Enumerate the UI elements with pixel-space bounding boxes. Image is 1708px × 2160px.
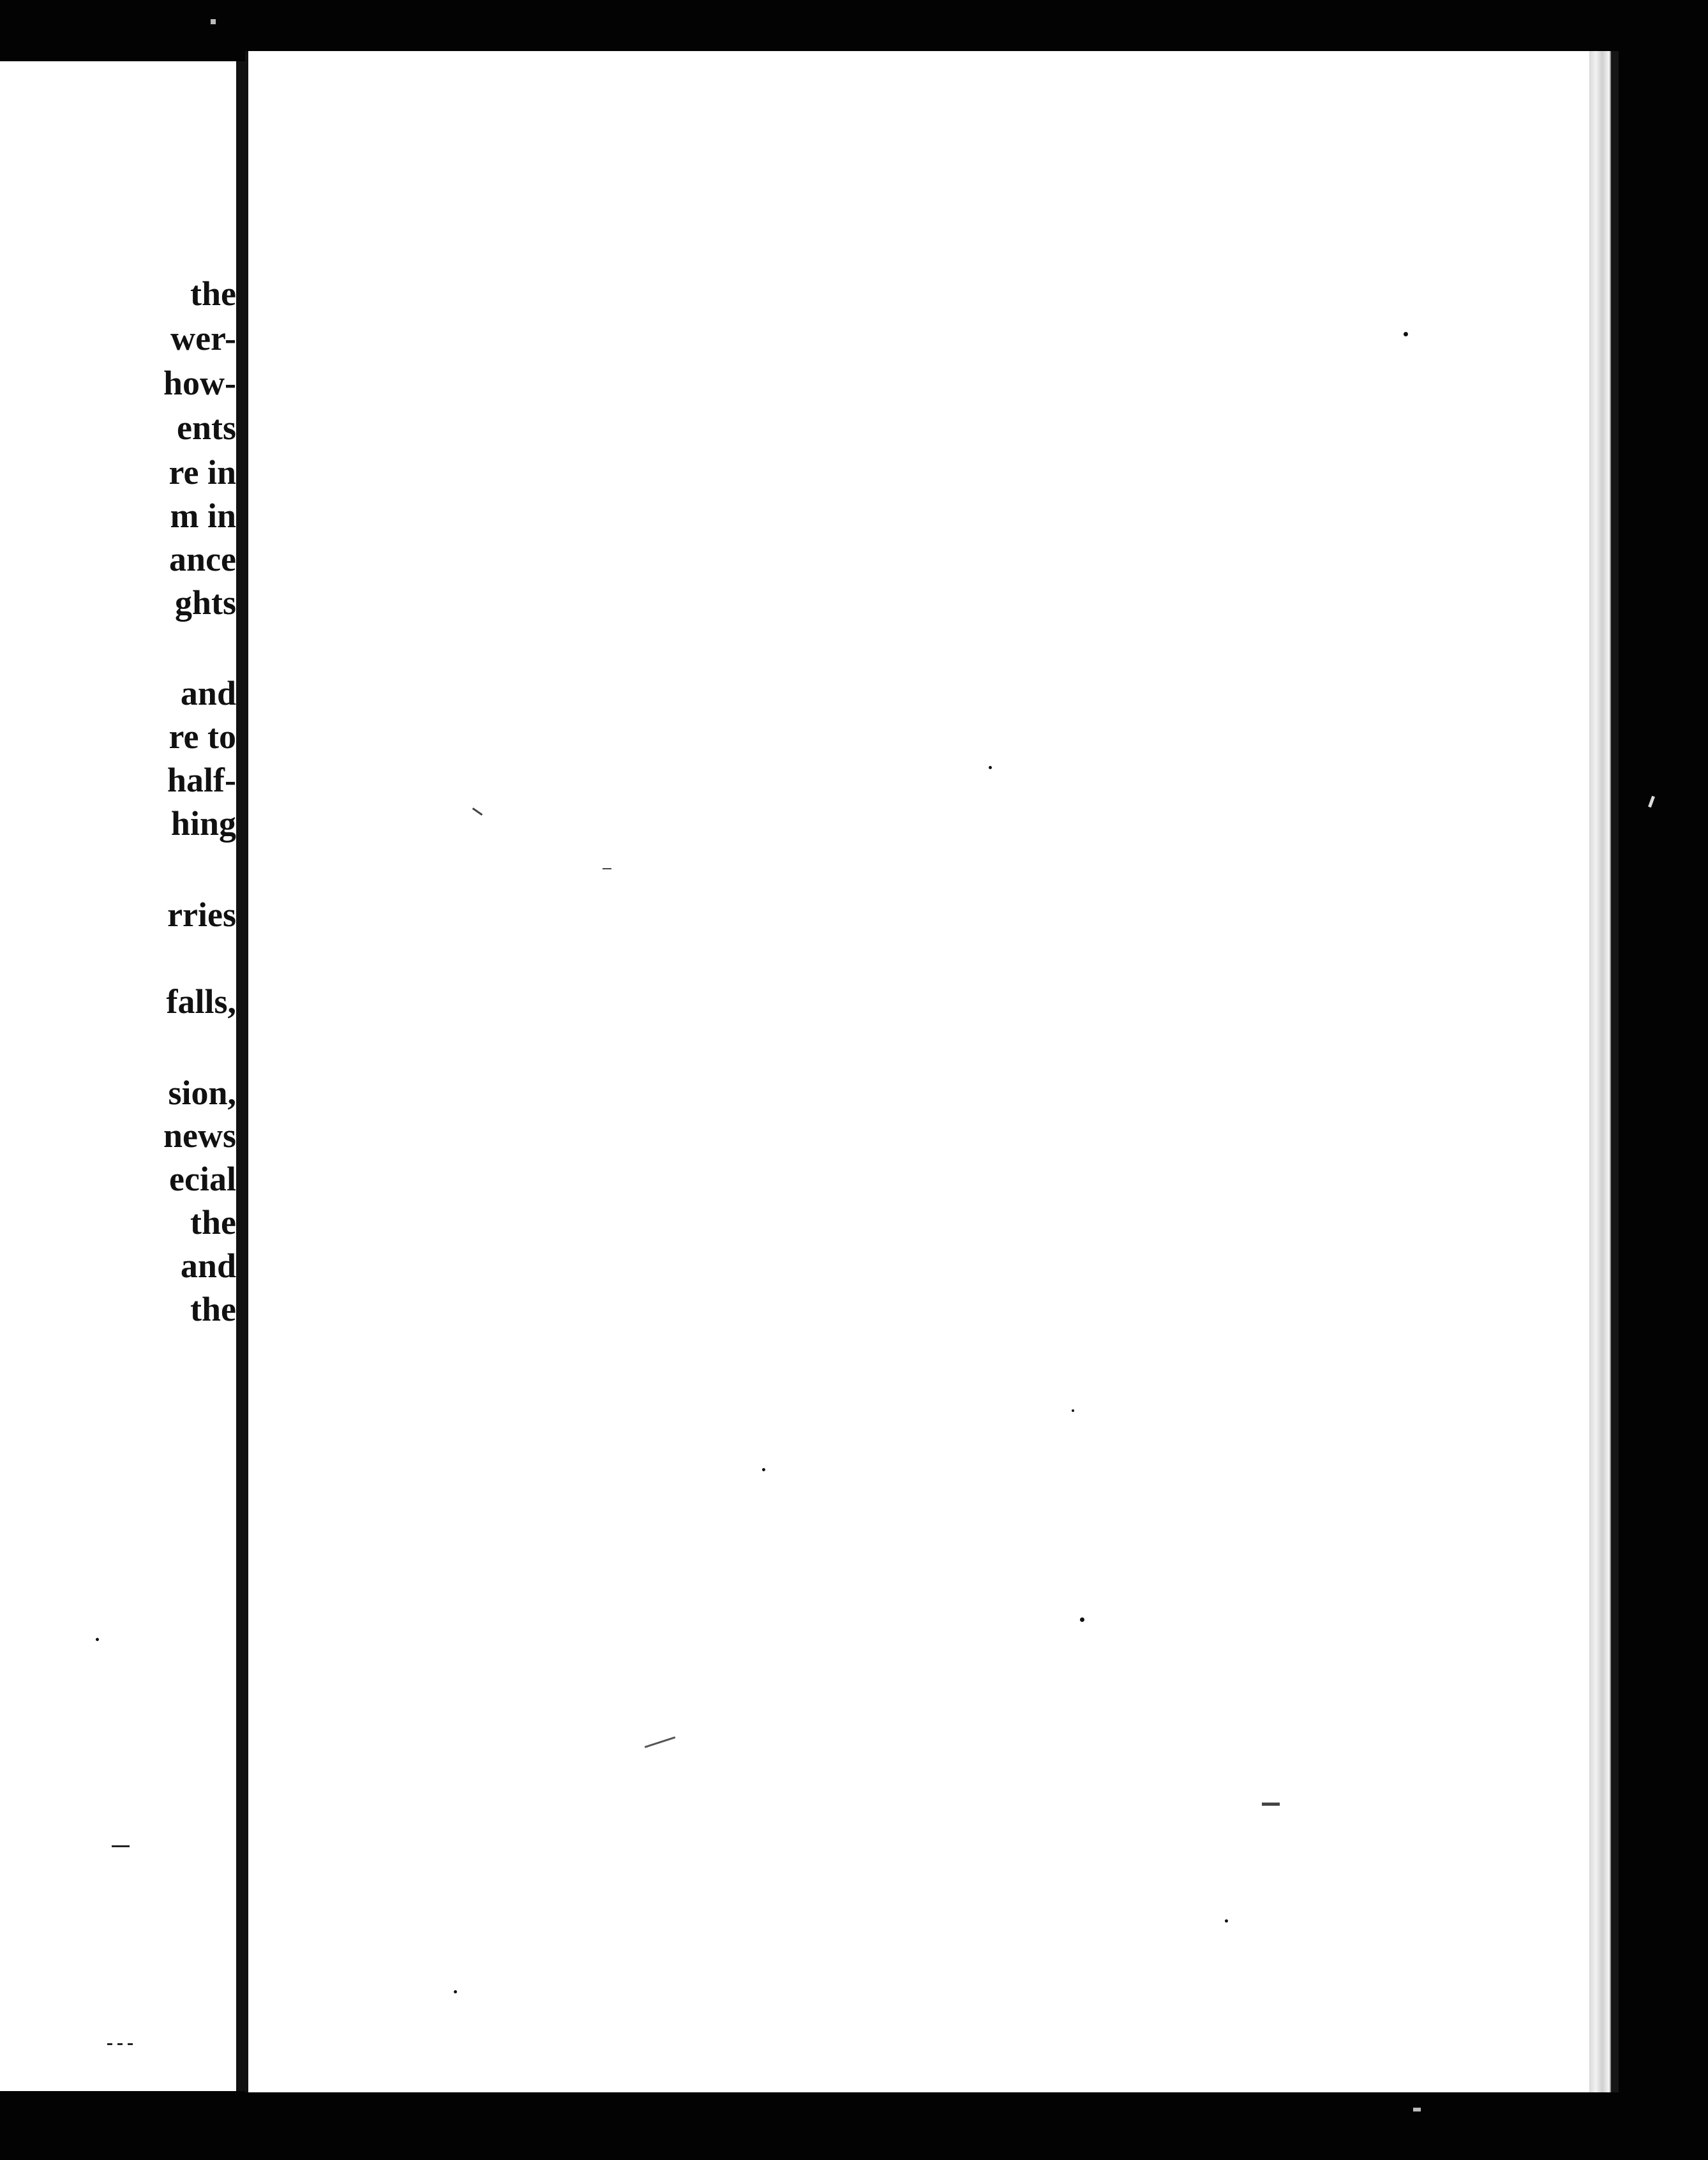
left-page-line-18: the <box>190 1203 236 1241</box>
left-page-fragment <box>0 61 243 2091</box>
left-page-line-13: rries <box>167 896 236 934</box>
right-margin-scan-mark <box>1648 796 1655 808</box>
left-page-line-12: hing <box>170 804 236 843</box>
left-page-line-10: re to <box>169 717 236 756</box>
right-page-speck <box>1072 1409 1074 1412</box>
left-page-line-7: ance <box>169 540 236 578</box>
left-page-scan-dots <box>128 2043 133 2045</box>
right-page-scan-mark <box>603 868 611 869</box>
left-page-line-4: ents <box>177 409 236 447</box>
right-page-shadow <box>1611 51 1619 2092</box>
page-stack-edge <box>1589 51 1611 2092</box>
right-page-speck <box>1404 332 1408 336</box>
left-page-line-6: m in <box>170 497 236 535</box>
left-page-line-16: news <box>163 1116 236 1155</box>
left-page-speck <box>96 1638 99 1641</box>
right-page-speck <box>454 1990 457 1993</box>
left-page-line-5: re in <box>169 453 236 491</box>
right-page-speck <box>1080 1617 1084 1622</box>
right-page-speck <box>1225 1919 1228 1923</box>
right-page-scan-mark <box>1262 1803 1280 1806</box>
left-page-line-8: ghts <box>174 583 236 622</box>
left-page-line-20: the <box>190 1290 236 1328</box>
top-scan-speck <box>211 19 216 24</box>
left-page-line-15: sion, <box>168 1074 236 1112</box>
left-page-scan-dots <box>107 2043 112 2045</box>
left-page-line-17: ecial <box>169 1160 236 1198</box>
left-page-line-2: wer- <box>170 319 236 357</box>
left-page-line-9: and <box>180 674 236 712</box>
bottom-scan-mark <box>1413 2108 1421 2111</box>
left-page-scan-dots <box>117 2043 123 2045</box>
right-page-speck <box>762 1468 765 1471</box>
right-page-scan-mark <box>645 1736 675 1748</box>
left-page-line-19: and <box>180 1247 236 1285</box>
left-page-scan-mark <box>112 1845 130 1847</box>
left-page-line-14: falls, <box>166 982 236 1021</box>
left-page-line-1: the <box>190 274 236 313</box>
right-page-speck <box>989 766 992 769</box>
right-page-scan-mark <box>472 807 483 816</box>
left-page-line-3: how- <box>163 364 236 402</box>
left-page-line-11: half- <box>167 761 236 799</box>
blank-right-page <box>245 51 1589 2092</box>
book-gutter <box>236 61 245 2091</box>
